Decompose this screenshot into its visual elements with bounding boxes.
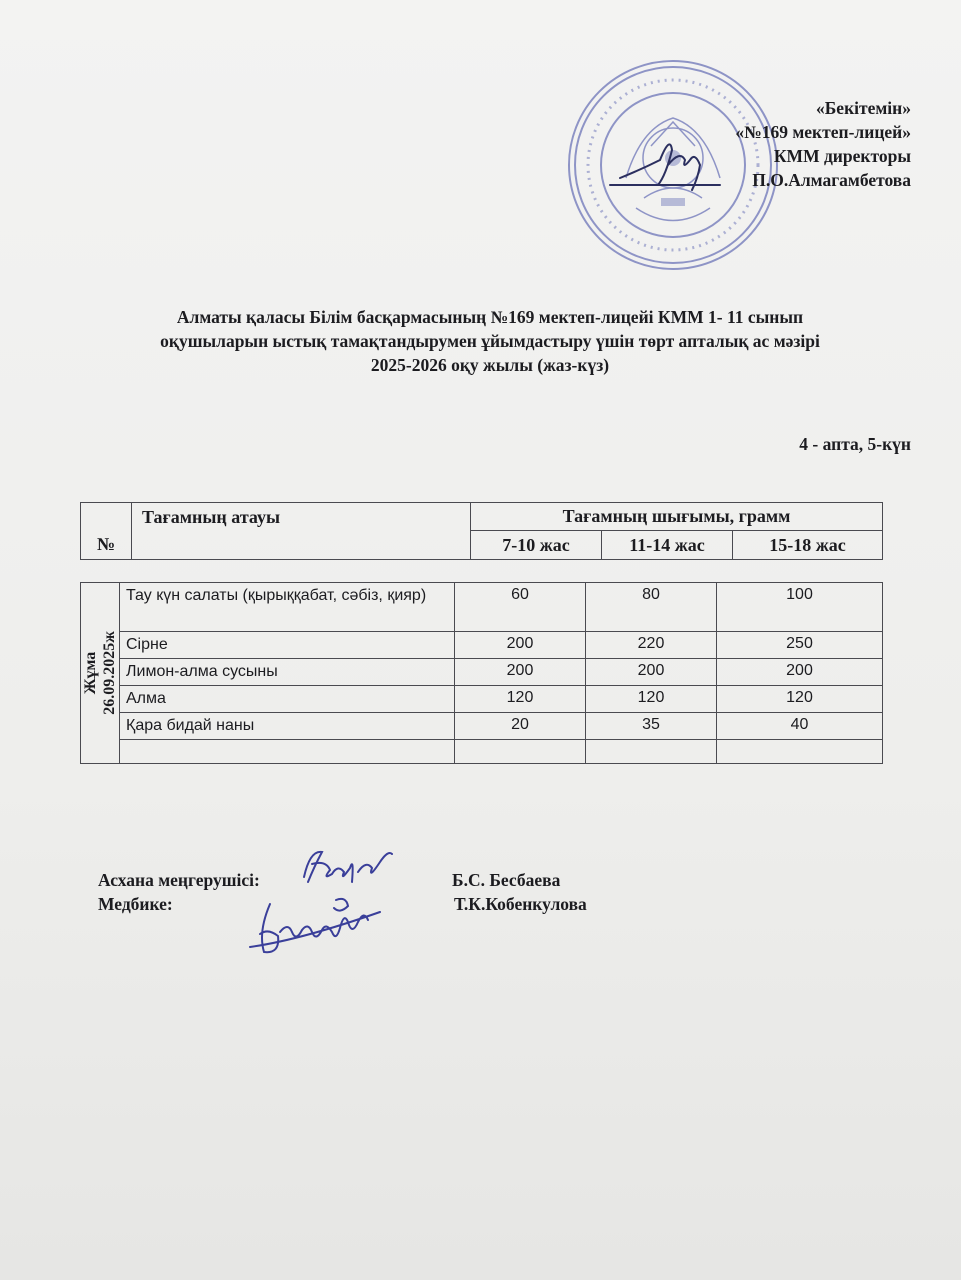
- day-cell: [81, 583, 120, 764]
- table-row: [81, 659, 883, 686]
- yield-11-14: 120: [586, 686, 717, 713]
- approval-line-4: П.О.Алмагамбетова: [752, 170, 911, 190]
- title-line-2: оқушыларын ыстық тамақтандырумен ұйымдастыру үшін төрт апталық ас мәзірі: [160, 331, 820, 351]
- empty-cell: [717, 740, 883, 764]
- title-line-3: 2025-2026 оқу жылы (жаз-күз): [370, 355, 610, 375]
- dish-name: Қара бидай наны: [120, 713, 455, 740]
- yield-15-18: 120: [717, 686, 883, 713]
- empty-cell: [455, 740, 586, 764]
- yield-7-10: 200: [455, 659, 586, 686]
- menu-table: [80, 582, 883, 764]
- yield-15-18: 100: [717, 583, 883, 632]
- yield-15-18: 40: [717, 713, 883, 740]
- header-age-15-18: 15-18 жас: [733, 531, 883, 560]
- day-name: Жұма: [82, 651, 99, 695]
- yield-15-18: 250: [717, 632, 883, 659]
- menu-table-header: [80, 502, 883, 560]
- approval-line-1: «Бекітемін»: [815, 98, 911, 118]
- table-row: [81, 583, 883, 632]
- cafeteria-head-signature: [292, 842, 402, 892]
- document-title: [60, 305, 920, 377]
- yield-7-10: 200: [455, 632, 586, 659]
- table-row: [81, 686, 883, 713]
- role-nurse: Медбике:: [98, 894, 173, 914]
- role-cafeteria-head: Асхана меңгерушісі:: [98, 870, 260, 890]
- yield-11-14: 80: [586, 583, 717, 632]
- header-number: №: [81, 503, 132, 560]
- yield-7-10: 60: [455, 583, 586, 632]
- yield-11-14: 220: [586, 632, 717, 659]
- yield-15-18: 200: [717, 659, 883, 686]
- dish-name: Лимон-алма сусыны: [120, 659, 455, 686]
- table-row: [81, 713, 883, 740]
- week-day-label: 4 - апта, 5-күн: [799, 434, 911, 454]
- dish-name: Тау күн салаты (қырыққабат, сәбіз, қияр): [120, 583, 455, 632]
- yield-11-14: 35: [586, 713, 717, 740]
- header-age-7-10: 7-10 жас: [471, 531, 602, 560]
- empty-cell: [586, 740, 717, 764]
- day-date: 26.09.2025ж: [101, 631, 118, 715]
- director-signature: [600, 130, 730, 200]
- approval-line-2: «№169 мектеп-лицей»: [735, 122, 911, 142]
- yield-7-10: 120: [455, 686, 586, 713]
- name-nurse: Т.К.Кобенкулова: [454, 894, 587, 914]
- dish-name: Алма: [120, 686, 455, 713]
- title-line-1: Алматы қаласы Білім басқармасының №169 мектеп-лицейі КММ 1- 11 сынып: [176, 307, 804, 327]
- approval-line-3: КММ директоры: [773, 146, 911, 166]
- yield-11-14: 200: [586, 659, 717, 686]
- header-age-11-14: 11-14 жас: [602, 531, 733, 560]
- day-label: [81, 631, 119, 715]
- header-dish-name: Тағамның атауы: [132, 503, 471, 560]
- table-row-empty: [81, 740, 883, 764]
- dish-name: Сірне: [120, 632, 455, 659]
- table-row: [81, 632, 883, 659]
- nurse-signature: [240, 892, 390, 962]
- empty-cell: [120, 740, 455, 764]
- header-yield: Тағамның шығымы, грамм: [471, 503, 883, 531]
- yield-7-10: 20: [455, 713, 586, 740]
- name-cafeteria-head: Б.С. Бесбаева: [452, 870, 561, 890]
